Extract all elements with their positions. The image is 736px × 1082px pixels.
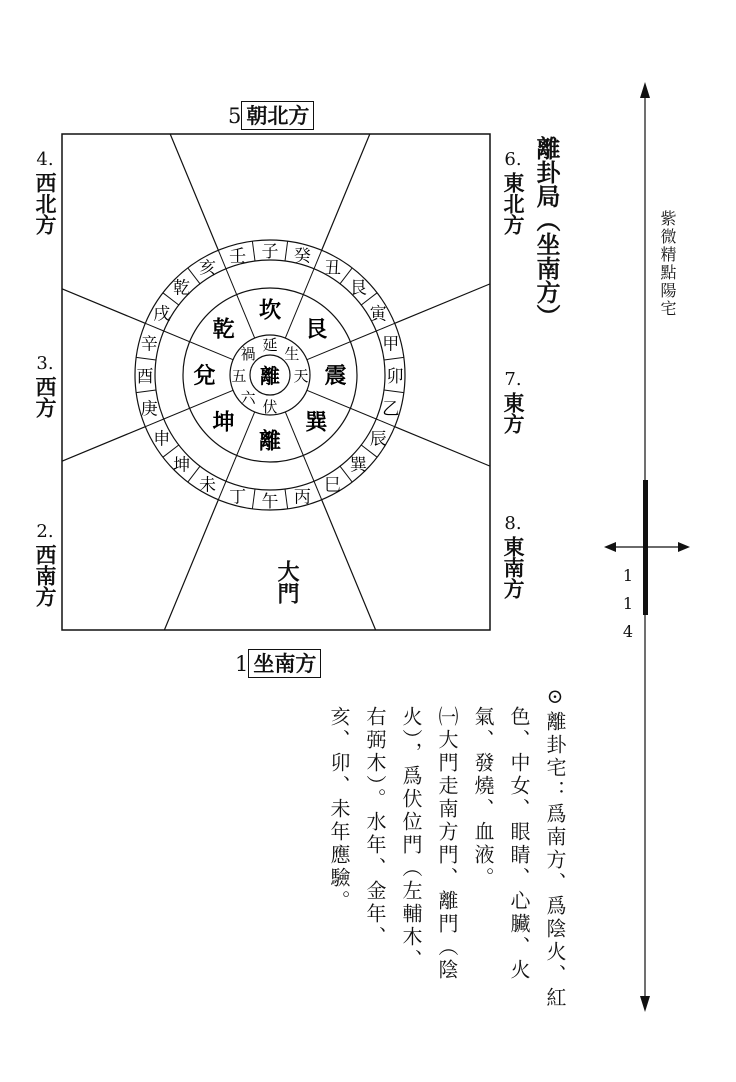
outer-ring-label: 巳 (324, 475, 341, 496)
outer-ring-label: 午 (261, 492, 279, 512)
bottom-label: 坐南方 (248, 649, 321, 678)
text-column-7: 亥、卯、未年應驗。 (327, 706, 351, 913)
direction-southeast: 8. 東南方 (501, 513, 526, 599)
outer-ring-label: 辛 (140, 334, 158, 355)
sector-ray (62, 427, 145, 461)
outer-ring-label: 未 (199, 475, 216, 496)
arrow-up-icon (640, 82, 650, 98)
star-label: 天 (293, 367, 309, 385)
outer-ring-label: 子 (261, 242, 279, 262)
direction-west: 3. 西方 (33, 353, 58, 418)
arrow-left-icon (604, 542, 616, 552)
star-label: 禍 (240, 345, 256, 364)
outer-ring-label: 申 (153, 429, 171, 450)
text-column-3: 氣、發燒、血液。 (471, 706, 495, 890)
top-direction-label (228, 100, 314, 130)
text-column-2: 色、中女、眼睛、心臟、火 (507, 706, 531, 982)
sector-ray (164, 500, 218, 630)
trigram-label: 兌 (193, 363, 216, 389)
outer-ring-label: 丁 (229, 487, 247, 508)
outer-ring-label: 酉 (136, 367, 154, 387)
bottom-direction-label (235, 648, 321, 678)
outer-ring-label: 丑 (324, 258, 341, 279)
outer-ring-label: 巽 (349, 455, 367, 476)
page-digit: 1 (622, 566, 634, 585)
outer-ring-label: 卯 (386, 367, 404, 387)
trigram-label: 巽 (305, 409, 328, 436)
arrow-right-icon (678, 542, 690, 552)
star-label: 六 (240, 388, 256, 407)
sector-ray (170, 134, 218, 250)
text-column-5: 火），爲伏位門（左輔木、 (399, 706, 423, 972)
direction-east: 7. 東方 (501, 369, 526, 434)
outer-ring-label: 癸 (293, 246, 311, 267)
trigram-label: 坤 (212, 409, 235, 436)
sector-ray (395, 284, 490, 323)
direction-northeast: 6. 東北方 (501, 149, 526, 235)
text-column-1: ⊙離卦宅：爲南方、爲陰火、紅 (543, 684, 567, 1010)
sector-ray (395, 427, 490, 466)
arrow-down-icon (640, 996, 650, 1012)
outer-ring-label: 乾 (173, 278, 191, 299)
outer-ring-label: 庚 (140, 399, 158, 420)
diagram-title: 離卦局（坐南方） (532, 136, 561, 328)
outer-ring-label: 亥 (199, 258, 216, 279)
trigram-label: 坎 (258, 297, 282, 324)
trigram-label: 乾 (212, 316, 235, 343)
outer-ring-label: 戌 (153, 304, 171, 325)
trigram-label: 震 (324, 363, 347, 389)
outer-ring-label: 乙 (382, 399, 400, 420)
page-number (618, 562, 638, 646)
direction-southwest: 2. 西南方 (33, 521, 58, 607)
star-label: 生 (284, 345, 300, 364)
outer-ring-label: 艮 (349, 278, 367, 299)
sidebar-title: 紫微精點陽宅 (658, 210, 677, 318)
outer-ring-label: 甲 (382, 334, 400, 355)
star-label: 五 (231, 367, 247, 385)
door-label: 大門 (274, 560, 300, 604)
text-column-4: ㈠大門走南方門、離門（陰 (435, 706, 459, 982)
page-digit: 4 (622, 622, 634, 641)
outer-ring-label: 辰 (369, 429, 387, 450)
page-digit: 1 (622, 594, 634, 613)
outer-ring-label: 壬 (229, 246, 247, 267)
direction-northwest: 4. 西北方 (33, 149, 58, 235)
sector-ray (322, 134, 370, 250)
star-label: 延 (262, 336, 278, 354)
outer-ring-label: 坤 (173, 455, 191, 476)
outer-ring-label: 丙 (293, 487, 311, 508)
text-column-6: 右弼木）。水年、金年、 (363, 706, 387, 949)
outer-ring-label: 寅 (369, 304, 387, 325)
sector-ray (62, 289, 145, 323)
trigram-label: 艮 (305, 316, 328, 343)
top-label: 朝北方 (241, 101, 314, 130)
center-trigram: 離 (260, 364, 280, 388)
star-label: 伏 (262, 398, 278, 416)
bottom-label-num: 1 (235, 652, 249, 676)
trigram-label: 離 (258, 428, 282, 455)
sector-ray (322, 500, 376, 630)
top-label-num: 5 (228, 104, 242, 128)
